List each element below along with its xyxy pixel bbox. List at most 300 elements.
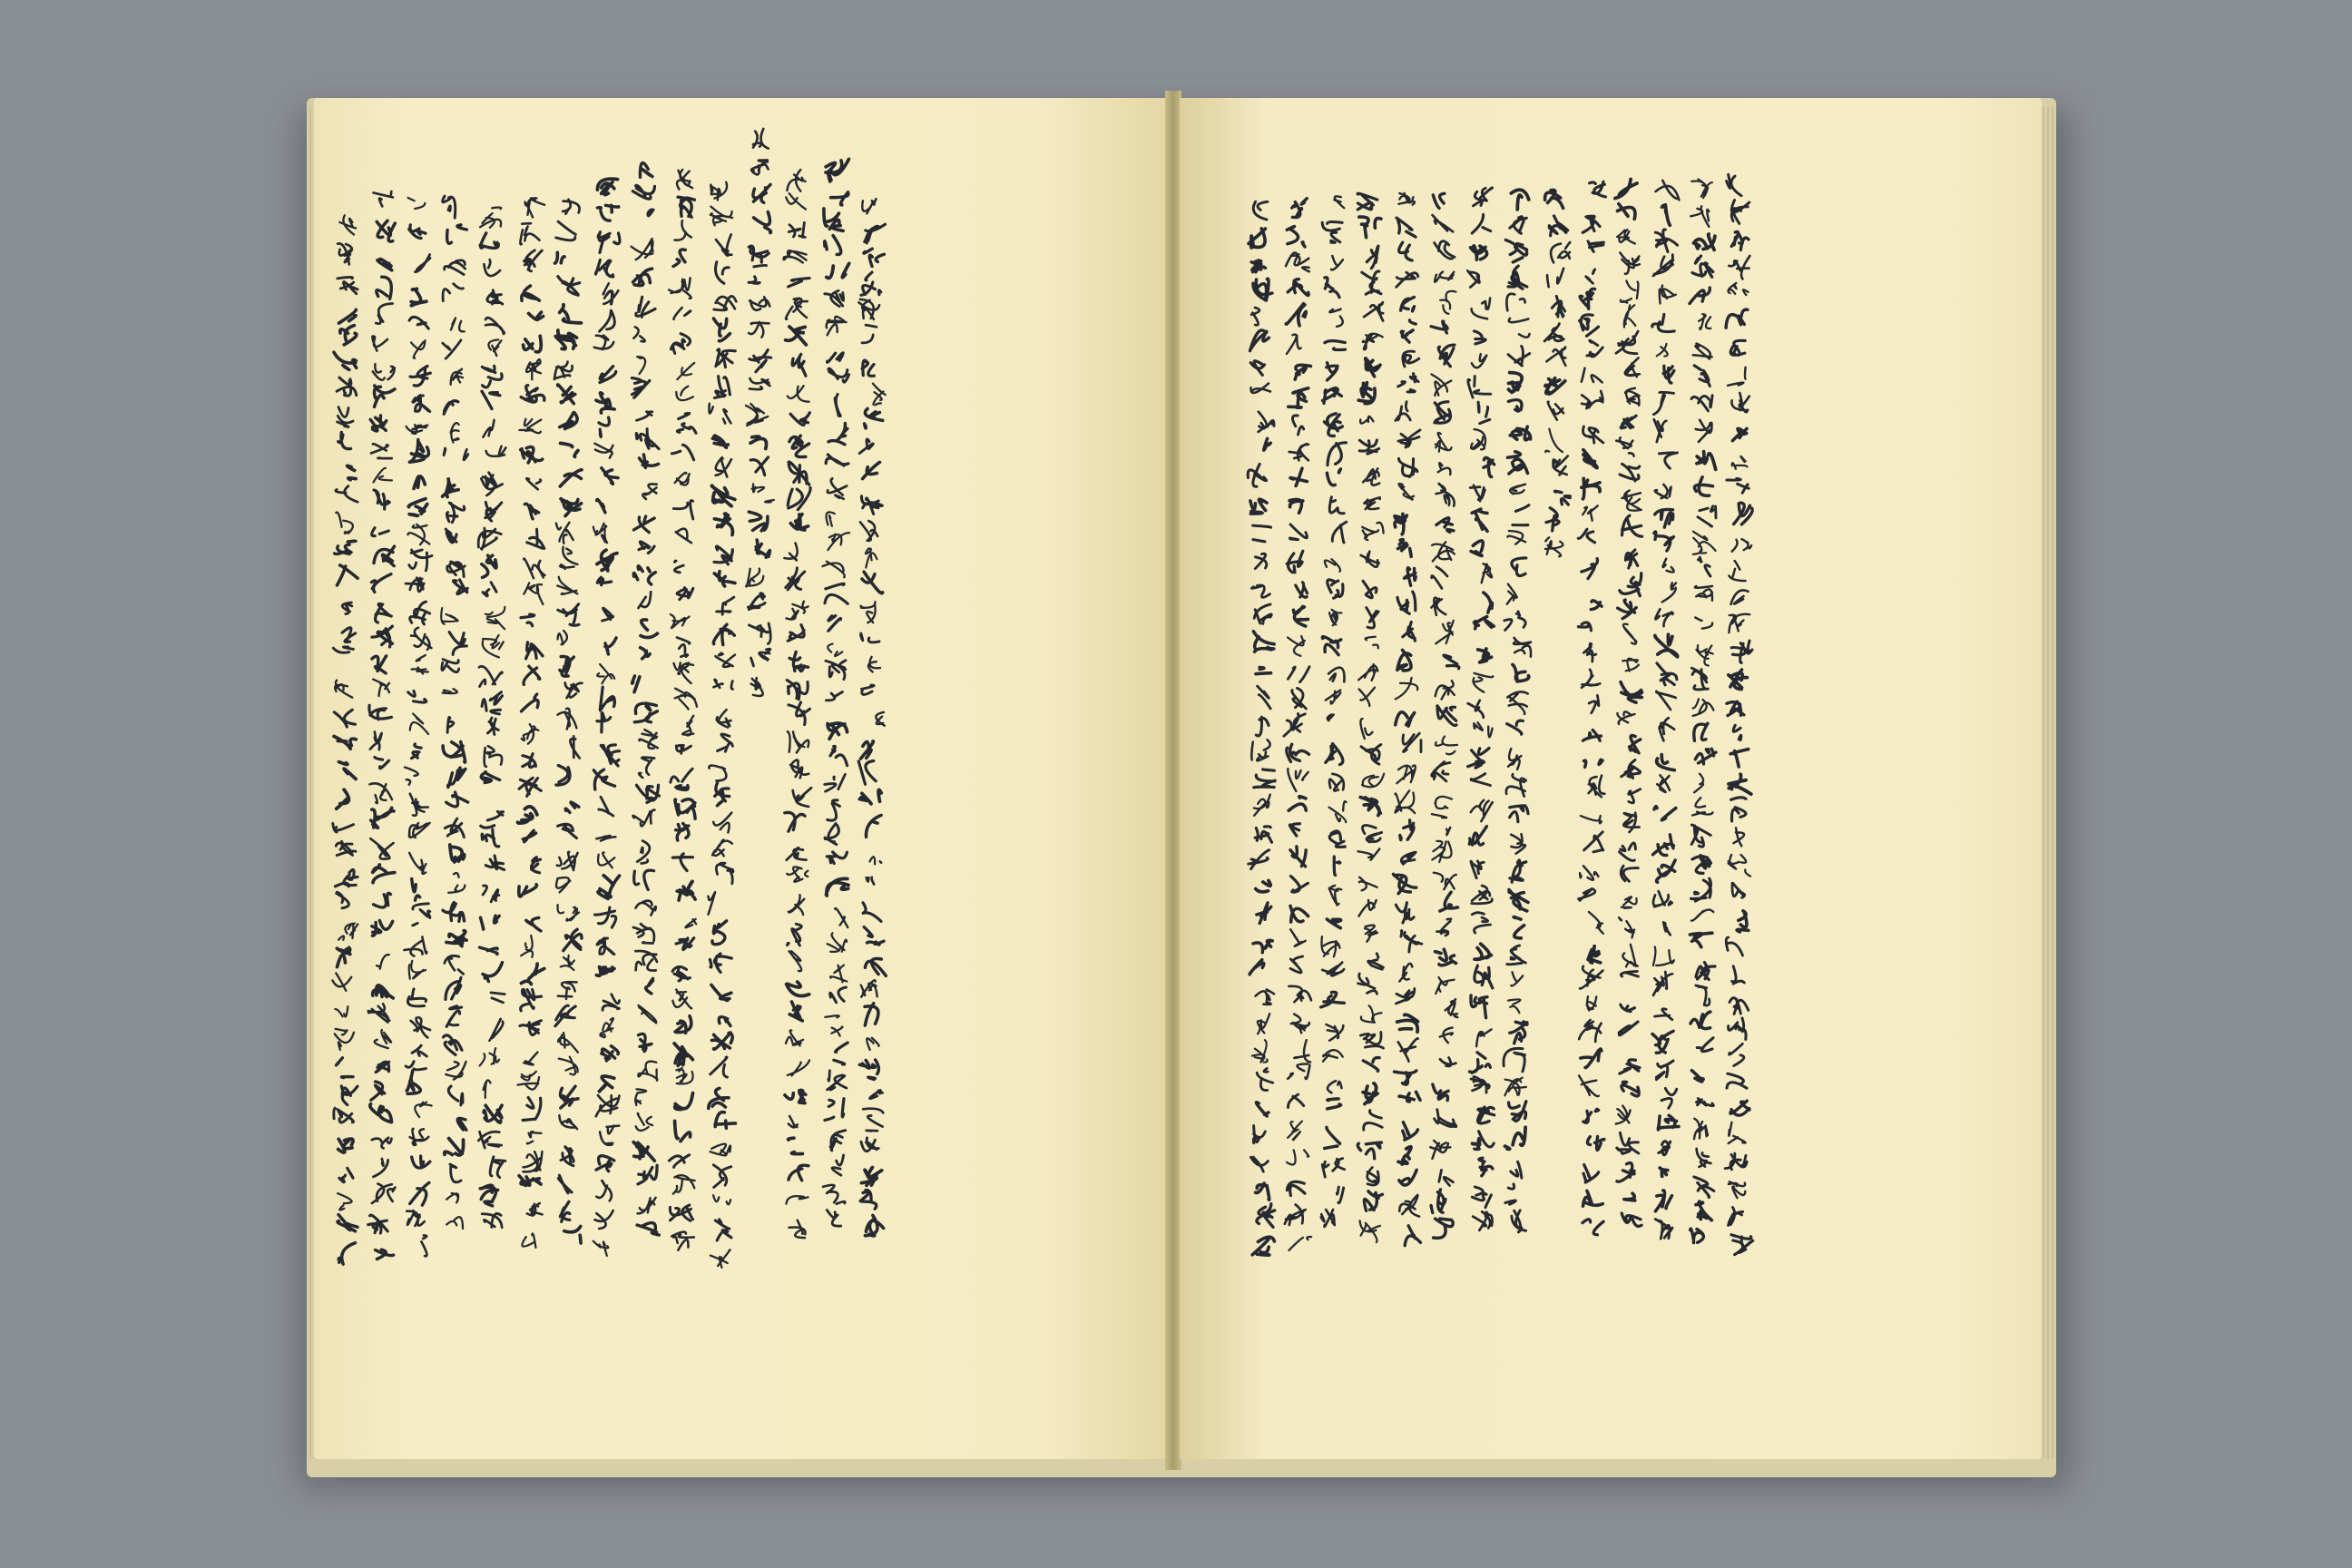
handwritten-glyph (1288, 279, 1308, 296)
handwritten-glyph (1505, 1127, 1526, 1149)
handwritten-glyph (1289, 1237, 1311, 1250)
handwritten-glyph (826, 455, 848, 466)
handwritten-glyph (1401, 931, 1422, 953)
handwritten-glyph (483, 635, 504, 658)
handwritten-glyph (1250, 330, 1269, 351)
handwritten-glyph (373, 865, 395, 883)
handwritten-glyph (443, 742, 466, 763)
handwritten-glyph (450, 1164, 461, 1182)
handwritten-glyph (1580, 866, 1598, 880)
handwritten-glyph (1694, 234, 1715, 250)
handwritten-glyph (1321, 992, 1345, 1007)
handwritten-glyph (484, 1080, 491, 1098)
handwritten-glyph (1252, 1040, 1268, 1063)
handwritten-glyph (447, 225, 467, 244)
handwritten-glyph (372, 626, 393, 647)
text-column (1357, 193, 1384, 1242)
handwritten-glyph (1579, 1020, 1601, 1042)
left-page (314, 98, 1167, 1459)
handwritten-glyph (1325, 278, 1339, 298)
handwritten-glyph (1726, 937, 1742, 956)
handwritten-glyph (478, 528, 501, 549)
handwritten-glyph (1508, 400, 1522, 411)
handwritten-glyph (1287, 551, 1303, 573)
handwritten-glyph (1288, 1063, 1309, 1079)
handwritten-glyph (1472, 214, 1491, 233)
handwritten-glyph (1514, 917, 1524, 938)
handwritten-glyph (1433, 215, 1454, 231)
handwritten-glyph (1695, 618, 1712, 629)
handwritten-glyph (866, 548, 877, 567)
handwritten-glyph (638, 1062, 657, 1081)
handwritten-glyph (335, 1029, 354, 1050)
handwritten-glyph (337, 892, 349, 908)
handwritten-glyph (788, 625, 804, 642)
handwritten-glyph (445, 956, 464, 974)
handwritten-glyph (1401, 852, 1416, 864)
handwritten-glyph (1334, 857, 1340, 876)
handwritten-glyph (1398, 540, 1412, 557)
handwritten-glyph (860, 1191, 877, 1210)
handwritten-glyph (1731, 641, 1752, 662)
handwritten-glyph (526, 642, 543, 659)
handwritten-glyph (632, 810, 654, 827)
handwritten-glyph (789, 702, 810, 725)
handwritten-glyph (1328, 714, 1334, 720)
text-column (332, 215, 358, 1264)
handwritten-glyph (830, 1131, 846, 1151)
handwritten-glyph (1289, 824, 1299, 836)
handwritten-glyph (1657, 775, 1670, 792)
text-column (441, 196, 468, 1229)
handwritten-glyph (1327, 469, 1340, 485)
handwritten-glyph (1468, 701, 1484, 718)
handwritten-glyph (370, 1104, 392, 1122)
handwritten-glyph (1253, 279, 1272, 300)
handwritten-glyph (1396, 989, 1415, 1004)
handwritten-glyph (1504, 1048, 1525, 1072)
handwritten-glyph (1510, 1022, 1527, 1044)
handwritten-glyph (557, 852, 578, 870)
handwritten-glyph (786, 193, 806, 209)
handwritten-glyph (1622, 897, 1637, 908)
handwritten-glyph (520, 1021, 542, 1035)
handwritten-glyph (421, 1236, 426, 1257)
handwritten-glyph (407, 425, 428, 434)
text-column (823, 159, 850, 1226)
handwritten-glyph (558, 277, 580, 296)
handwritten-glyph (633, 327, 644, 341)
handwritten-glyph (1436, 518, 1454, 533)
handwritten-glyph (1287, 335, 1301, 354)
handwritten-glyph (377, 955, 389, 969)
handwritten-glyph (1691, 180, 1712, 199)
handwritten-glyph (1337, 1187, 1343, 1203)
handwritten-glyph (1662, 205, 1671, 226)
handwritten-glyph (1504, 612, 1525, 631)
handwritten-glyph (1510, 485, 1525, 495)
handwritten-glyph (1694, 774, 1703, 793)
handwritten-glyph (1323, 388, 1342, 404)
handwritten-glyph (751, 678, 763, 696)
handwritten-glyph (1322, 1159, 1344, 1178)
handwritten-glyph (1290, 956, 1302, 973)
handwritten-glyph (789, 951, 802, 971)
handwritten-glyph (596, 1181, 612, 1200)
handwritten-glyph (1401, 320, 1416, 342)
handwritten-glyph (451, 369, 463, 385)
handwritten-glyph (1363, 581, 1377, 598)
handwritten-glyph (368, 1004, 389, 1022)
handwritten-glyph (1545, 429, 1563, 453)
handwritten-glyph (523, 1098, 541, 1121)
handwritten-glyph (1727, 174, 1742, 196)
handwritten-glyph (789, 222, 805, 237)
handwritten-glyph (1655, 485, 1671, 498)
handwritten-glyph (786, 568, 805, 590)
handwritten-glyph (637, 1223, 659, 1235)
handwritten-glyph (714, 680, 733, 690)
handwritten-glyph (632, 676, 640, 692)
handwritten-glyph (1656, 1061, 1673, 1080)
handwritten-glyph (1288, 1122, 1302, 1141)
handwritten-glyph (1552, 296, 1564, 317)
handwritten-glyph (596, 1156, 614, 1171)
handwritten-glyph (527, 529, 544, 548)
handwritten-glyph (648, 210, 653, 216)
handwritten-glyph (1363, 1058, 1379, 1072)
left-page-handwriting (314, 98, 1167, 1459)
handwritten-glyph (338, 432, 351, 448)
handwritten-glyph (1583, 426, 1603, 443)
handwritten-glyph (749, 322, 769, 338)
handwritten-glyph (1545, 190, 1563, 208)
handwritten-glyph (1472, 913, 1490, 933)
handwritten-glyph (372, 528, 389, 536)
handwritten-glyph (1403, 733, 1421, 751)
handwritten-glyph (862, 360, 874, 376)
handwritten-glyph (1510, 426, 1530, 440)
handwritten-glyph (1729, 855, 1750, 877)
handwritten-glyph (675, 1016, 691, 1034)
handwritten-glyph (348, 466, 356, 479)
handwritten-glyph (1505, 1184, 1515, 1204)
handwritten-glyph (1289, 986, 1311, 1002)
handwritten-glyph (825, 583, 848, 603)
handwritten-glyph (1660, 453, 1678, 468)
handwritten-glyph (637, 841, 650, 864)
handwritten-glyph (599, 1076, 613, 1092)
handwritten-glyph (1294, 1040, 1310, 1062)
handwritten-glyph (1292, 199, 1307, 218)
handwritten-glyph (443, 284, 463, 301)
handwritten-glyph (1662, 583, 1676, 602)
handwritten-glyph (710, 954, 731, 972)
handwritten-glyph (641, 620, 658, 638)
handwritten-glyph (411, 340, 425, 358)
handwritten-glyph (482, 692, 502, 714)
handwritten-glyph (1286, 253, 1309, 272)
handwritten-glyph (1583, 1165, 1599, 1183)
handwritten-glyph (1731, 1235, 1753, 1255)
handwritten-glyph (1471, 429, 1485, 449)
handwritten-glyph (485, 318, 505, 334)
handwritten-glyph (1730, 750, 1749, 767)
handwritten-glyph (1363, 1083, 1377, 1104)
handwritten-glyph (1396, 402, 1410, 421)
handwritten-glyph (558, 631, 567, 644)
handwritten-glyph (1729, 256, 1749, 279)
handwritten-glyph (1253, 632, 1274, 652)
handwritten-glyph (1362, 523, 1383, 540)
handwritten-glyph (1289, 524, 1307, 540)
handwritten-glyph (375, 1030, 391, 1048)
handwritten-glyph (1731, 590, 1749, 603)
handwritten-glyph (482, 555, 496, 577)
handwritten-glyph (1359, 900, 1377, 916)
handwritten-glyph (714, 546, 732, 564)
handwritten-glyph (823, 562, 845, 578)
handwritten-glyph (1737, 911, 1749, 932)
handwritten-glyph (370, 416, 387, 431)
text-column (518, 198, 545, 1248)
handwritten-glyph (1622, 760, 1641, 779)
handwritten-glyph (446, 792, 468, 807)
handwritten-glyph (1617, 1163, 1634, 1182)
handwritten-glyph (1690, 288, 1710, 304)
handwritten-glyph (1403, 622, 1416, 642)
handwritten-glyph (454, 580, 468, 594)
handwritten-glyph (1403, 351, 1419, 367)
handwritten-glyph (1256, 717, 1269, 736)
handwritten-glyph (1506, 294, 1524, 311)
handwritten-glyph (862, 325, 877, 343)
handwritten-glyph (339, 762, 357, 779)
handwritten-glyph (637, 785, 660, 802)
handwritten-glyph (1289, 388, 1308, 407)
handwritten-glyph (717, 710, 731, 728)
handwritten-glyph (1654, 807, 1676, 820)
handwritten-glyph (1436, 737, 1457, 755)
handwritten-glyph (1697, 452, 1716, 470)
handwritten-glyph (792, 354, 806, 376)
handwritten-glyph (671, 614, 690, 628)
handwritten-glyph (485, 856, 504, 870)
text-column (784, 170, 812, 1238)
handwritten-glyph (677, 363, 694, 379)
handwritten-glyph (448, 768, 466, 787)
handwritten-glyph (1284, 714, 1305, 737)
handwritten-glyph (1253, 525, 1271, 542)
handwritten-glyph (753, 184, 770, 202)
handwritten-glyph (412, 1156, 430, 1168)
handwritten-glyph (713, 318, 730, 341)
handwritten-glyph (866, 815, 881, 837)
handwritten-glyph (1660, 286, 1676, 304)
handwritten-glyph (371, 444, 392, 458)
handwritten-glyph (487, 290, 503, 304)
handwritten-glyph (448, 1086, 463, 1105)
handwritten-glyph (754, 212, 771, 233)
handwritten-glyph (1437, 706, 1456, 726)
handwritten-glyph (1472, 354, 1486, 368)
text-column (858, 199, 886, 1236)
handwritten-glyph (1257, 1068, 1273, 1090)
handwritten-glyph (1400, 820, 1414, 840)
handwritten-glyph (414, 476, 425, 489)
handwritten-glyph (446, 529, 456, 543)
handwritten-glyph (675, 799, 695, 818)
handwritten-glyph (524, 1053, 537, 1065)
handwritten-glyph (1625, 388, 1639, 406)
handwritten-glyph (1630, 736, 1641, 753)
handwritten-glyph (1511, 972, 1523, 985)
handwritten-glyph (1695, 749, 1716, 764)
handwritten-glyph (1439, 1170, 1454, 1185)
handwritten-glyph (1394, 874, 1416, 893)
handwritten-glyph (597, 205, 618, 220)
handwritten-glyph (409, 550, 432, 571)
handwritten-glyph (488, 718, 499, 734)
handwritten-glyph (672, 445, 694, 460)
handwritten-glyph (1291, 877, 1308, 893)
handwritten-glyph (1618, 600, 1637, 619)
handwritten-glyph (1504, 1078, 1526, 1096)
handwritten-glyph (519, 778, 541, 796)
handwritten-glyph (676, 1068, 692, 1084)
handwritten-glyph (1731, 201, 1749, 224)
handwritten-glyph (485, 607, 505, 629)
text-column (593, 179, 620, 1256)
handwritten-glyph (1731, 231, 1749, 250)
handwritten-glyph (1583, 1191, 1603, 1206)
handwritten-glyph (1363, 334, 1383, 350)
handwritten-glyph (1510, 217, 1527, 234)
handwritten-glyph (339, 1168, 353, 1182)
handwritten-glyph (1438, 345, 1455, 367)
handwritten-glyph (376, 603, 392, 622)
handwritten-glyph (638, 1034, 652, 1051)
handwritten-glyph (1332, 522, 1347, 543)
handwritten-glyph (712, 840, 732, 857)
handwritten-glyph (1545, 537, 1563, 556)
handwritten-glyph (599, 417, 609, 436)
handwritten-glyph (557, 577, 577, 594)
handwritten-glyph (411, 1017, 430, 1037)
handwritten-glyph (596, 393, 614, 413)
handwritten-glyph (1294, 606, 1308, 626)
handwritten-glyph (374, 191, 394, 206)
handwritten-glyph (1431, 321, 1447, 333)
handwritten-glyph (789, 1138, 803, 1153)
handwritten-glyph (555, 330, 576, 349)
handwritten-glyph (675, 1093, 693, 1110)
handwritten-glyph (1250, 361, 1264, 376)
handwritten-glyph (413, 904, 430, 926)
handwritten-glyph (859, 439, 873, 454)
handwritten-glyph (1580, 966, 1603, 989)
handwritten-glyph (1430, 1141, 1450, 1159)
handwritten-glyph (336, 513, 353, 534)
handwritten-glyph (1323, 1050, 1343, 1062)
handwritten-glyph (1692, 798, 1712, 815)
handwritten-glyph (1366, 358, 1380, 377)
handwritten-glyph (335, 1006, 348, 1016)
handwritten-glyph (337, 377, 357, 396)
handwritten-glyph (598, 852, 614, 867)
handwritten-glyph (863, 903, 881, 922)
handwritten-glyph (1549, 216, 1567, 236)
text-column (1504, 190, 1531, 1232)
handwritten-glyph (1582, 670, 1600, 688)
handwritten-glyph (715, 1220, 731, 1240)
handwritten-glyph (371, 1082, 385, 1100)
handwritten-glyph (750, 623, 771, 644)
handwritten-glyph (1625, 358, 1640, 377)
handwritten-glyph (406, 1045, 426, 1070)
handwritten-glyph (787, 924, 801, 946)
handwritten-glyph (1591, 601, 1602, 610)
handwritten-glyph (1621, 281, 1639, 303)
handwritten-glyph (832, 1155, 844, 1175)
handwritten-glyph (1655, 1191, 1671, 1211)
handwritten-glyph (789, 1002, 802, 1021)
handwritten-glyph (864, 927, 884, 945)
handwritten-glyph (560, 657, 573, 677)
handwritten-glyph (633, 269, 652, 286)
handwritten-glyph (746, 404, 768, 426)
handwritten-glyph (1432, 814, 1451, 835)
handwritten-glyph (1432, 375, 1452, 397)
text-column (746, 129, 774, 696)
handwritten-glyph (1693, 532, 1716, 554)
handwritten-glyph (1398, 1038, 1418, 1061)
handwritten-glyph (405, 768, 418, 785)
handwritten-glyph (1507, 584, 1517, 604)
handwritten-glyph (527, 1132, 542, 1143)
handwritten-glyph (334, 1108, 354, 1122)
handwritten-glyph (1733, 828, 1744, 846)
handwritten-glyph (1475, 331, 1486, 344)
handwritten-glyph (1358, 849, 1380, 860)
handwritten-glyph (1617, 230, 1635, 243)
handwritten-glyph (415, 1102, 431, 1118)
handwritten-glyph (1360, 416, 1373, 424)
handwritten-glyph (716, 863, 733, 884)
handwritten-glyph (635, 1089, 646, 1105)
handwritten-glyph (1617, 1132, 1639, 1153)
handwritten-glyph (410, 1129, 429, 1145)
handwritten-glyph (870, 1091, 883, 1099)
handwritten-glyph (673, 501, 693, 519)
handwritten-glyph (450, 845, 465, 862)
handwritten-glyph (597, 664, 614, 683)
handwritten-glyph (709, 766, 726, 781)
handwritten-glyph (1508, 749, 1521, 769)
handwritten-glyph (1364, 302, 1383, 320)
handwritten-glyph (1691, 1071, 1703, 1082)
handwritten-glyph (520, 223, 539, 244)
handwritten-glyph (446, 1062, 466, 1080)
handwritten-glyph (1435, 1110, 1456, 1127)
handwritten-glyph (830, 987, 847, 1003)
handwritten-glyph (1396, 218, 1416, 237)
handwritten-glyph (409, 440, 428, 463)
handwritten-glyph (1655, 609, 1672, 626)
handwritten-glyph (1288, 667, 1309, 682)
handwritten-glyph (340, 326, 357, 345)
handwritten-glyph (1583, 450, 1597, 468)
